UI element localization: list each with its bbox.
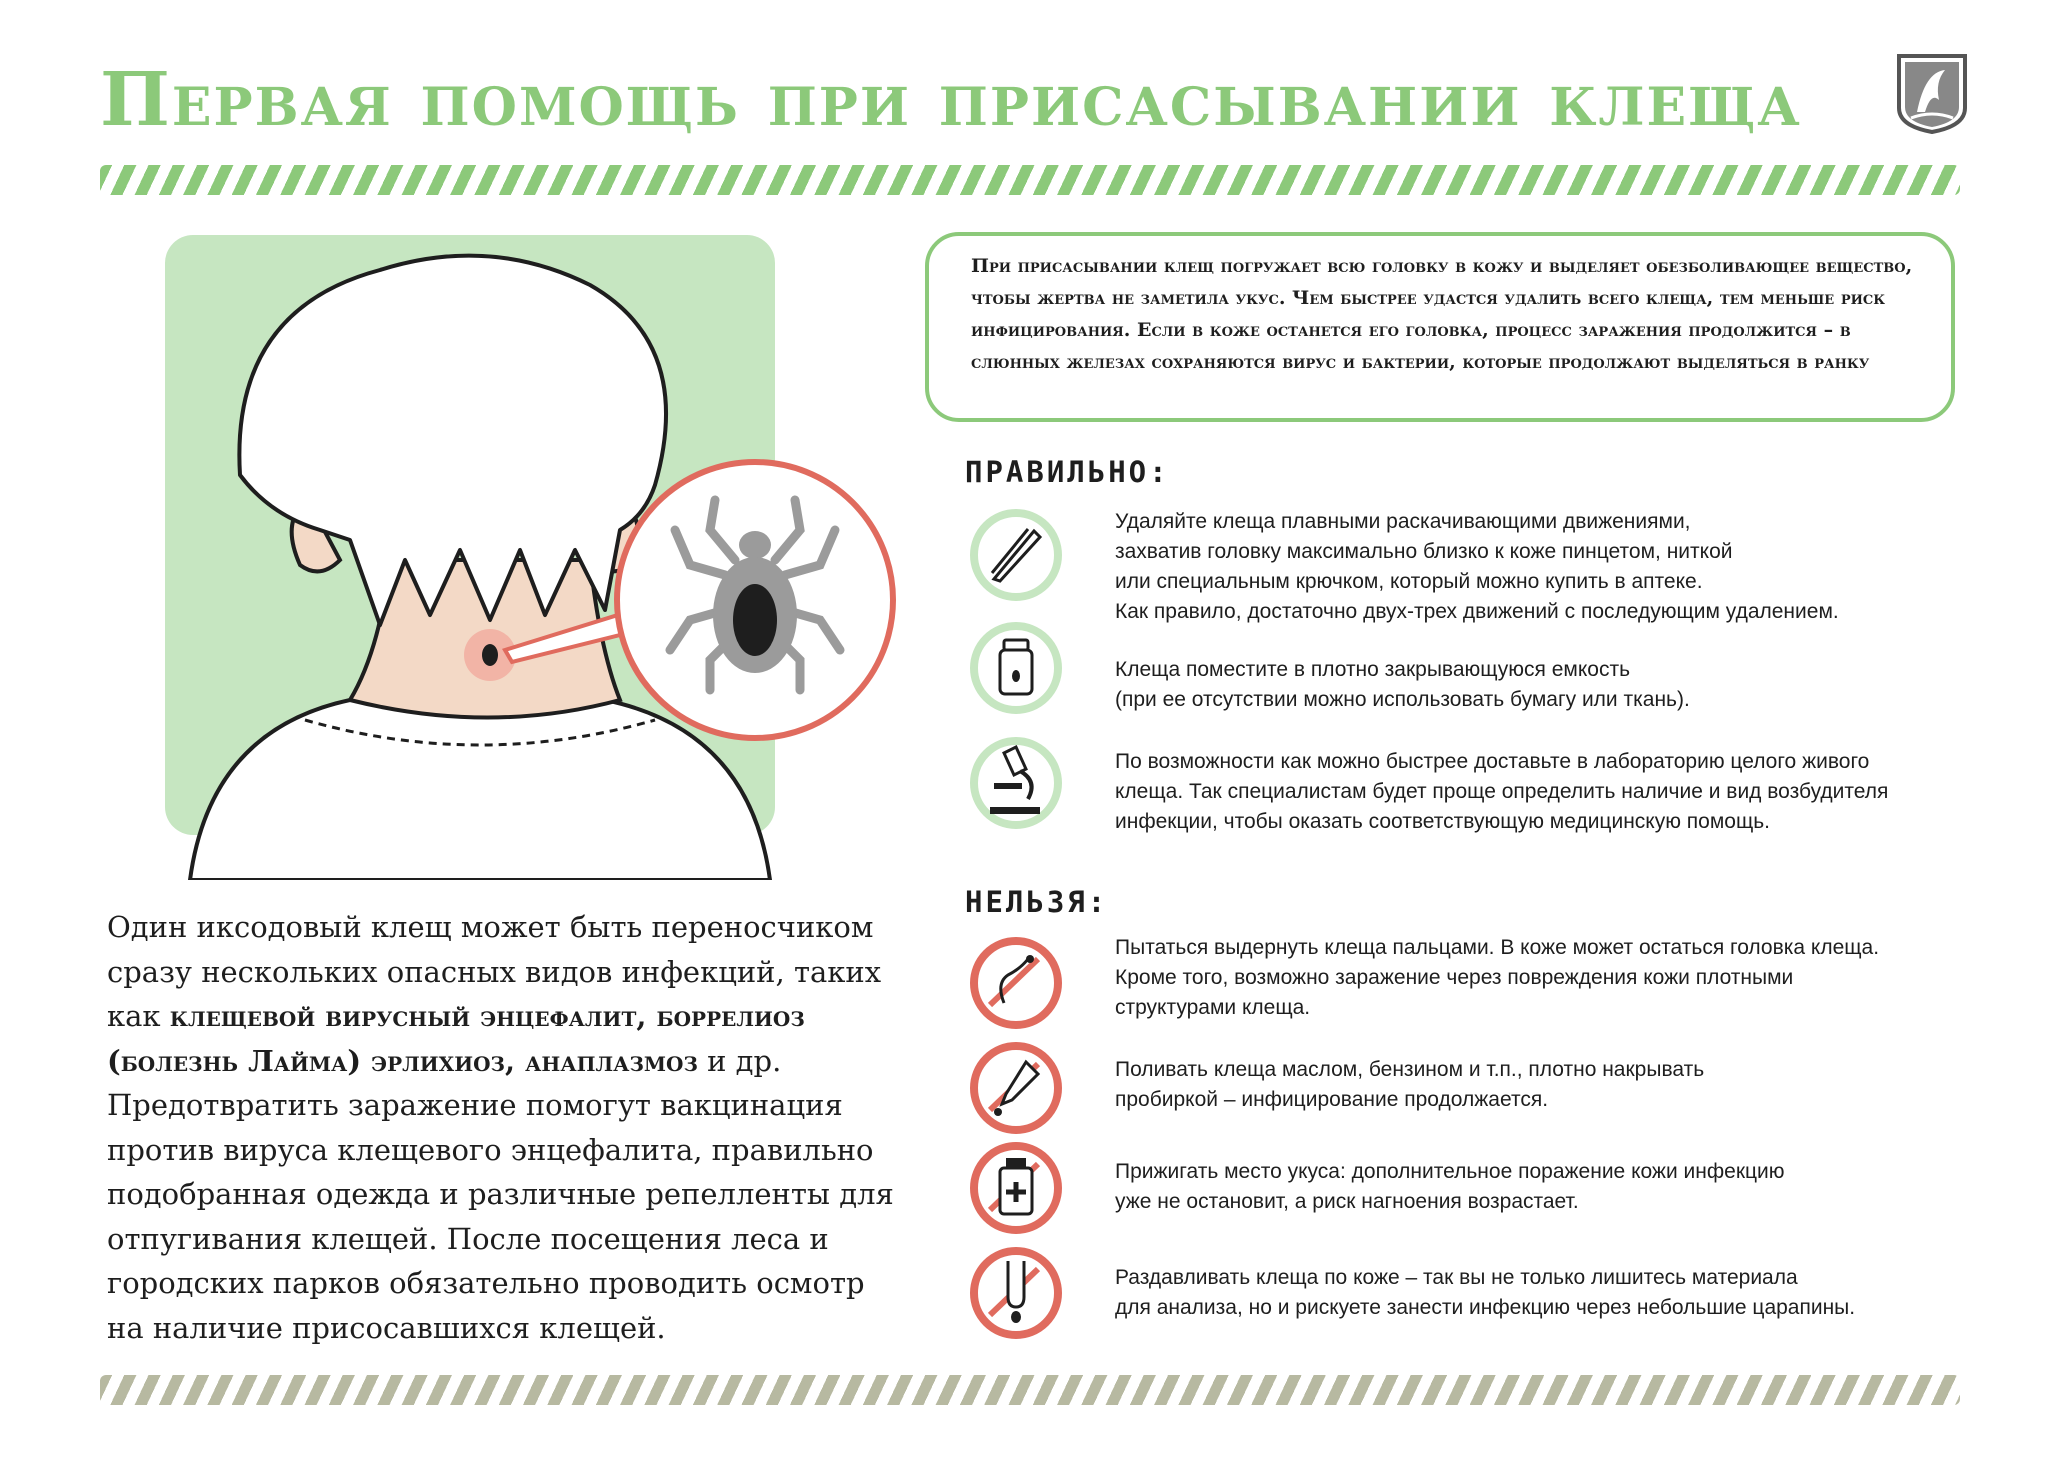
correct-item-2: Клеща поместите в плотно закрывающуюся емкость (при ее отсутствии можно использовать бумагу или ткань).: [1115, 658, 1690, 711]
intro-box: При присасывании клещ погружает всю головку в кожу и выделяет обезболивающее вещество, чтобы жертва не заметила укус. Чем быстрее удастся удалить всего клеща, тем меньше риск инфицирования. Если в коже останется его головка, процесс заражения продолжится – в слюнных железах сохраняются вирус и бактерии, которые продолжают выделяться в ранку: [925, 232, 1955, 422]
correct-item-1: Удаляйте клеща плавными раскачивающими движениями, захватив головку максимально близко к коже пинцетом, ниткой или специальным крючком, который можно купить в аптеке. Как правило, достаточно двух-трех движений с последующим удалением.: [1115, 510, 1839, 623]
infection-info-paragraph: [107, 905, 907, 1350]
bottom-divider: [100, 1375, 1960, 1405]
body-text-part-2: и др. Предотвратить заражение помогут вакцинация против вируса клещевого энцефалита, правильно подобранная одежда и различные репелленты для отпугивания клещей. После посещения леса и городских парков обязательно проводить осмотр на наличие присосавшихся клещей.: [107, 1043, 894, 1345]
microscope-icon: [968, 735, 1064, 831]
infections-list: клещевой вирусный энцефалит, боррелиоз (болезнь Лайма) эрлихиоз, анаплазмоз: [107, 999, 805, 1078]
medicine-bottle-icon: [968, 1140, 1064, 1236]
dropper-icon: [968, 1040, 1064, 1136]
body-text-part-1: Один иксодовый клещ может быть переносчиком сразу нескольких опасных видов инфекций, таких как: [107, 910, 882, 1033]
wrong-item-3: Прижигать место укуса: дополнительное поражение кожи инфекцию уже не остановит, а риск нагноения возрастает.: [1115, 1160, 1785, 1213]
jar-icon: [968, 620, 1064, 716]
wrong-item-4: Раздавливать клеща по коже – так вы не только лишитесь материала для анализа, но и рискуете занести инфекцию через небольшие царапины.: [1115, 1266, 1856, 1319]
wrong-item-1: Пытаться выдернуть клеща пальцами. В коже может остаться головка клеща. Кроме того, возможно заражение через повреждения кожи плотными структурами клеща.: [1115, 936, 1880, 1019]
top-divider: [100, 165, 1960, 195]
wrong-heading: НЕЛЬЗЯ:: [965, 885, 1109, 919]
wrong-item-2: Поливать клеща маслом, бензином и т.п., плотно накрывать пробиркой – инфицирование продолжается.: [1115, 1058, 1705, 1111]
tweezers-icon: [968, 507, 1064, 603]
neck-tick-illustration: [150, 230, 910, 880]
correct-item-3: По возможности как можно быстрее доставьте в лабораторию целого живого клеща. Так специалистам будет проще определить наличие и вид возбудителя инфекции, чтобы оказать соответствующую медицинскую помощь.: [1115, 750, 1889, 833]
fingers-icon: [968, 935, 1064, 1031]
emblem-logo-icon: [1895, 52, 1969, 134]
page-title: Первая помощь при присасывании клеща: [100, 57, 1802, 143]
correct-heading: ПРАВИЛЬНО:: [965, 455, 1170, 489]
finger-press-icon: [968, 1245, 1064, 1341]
